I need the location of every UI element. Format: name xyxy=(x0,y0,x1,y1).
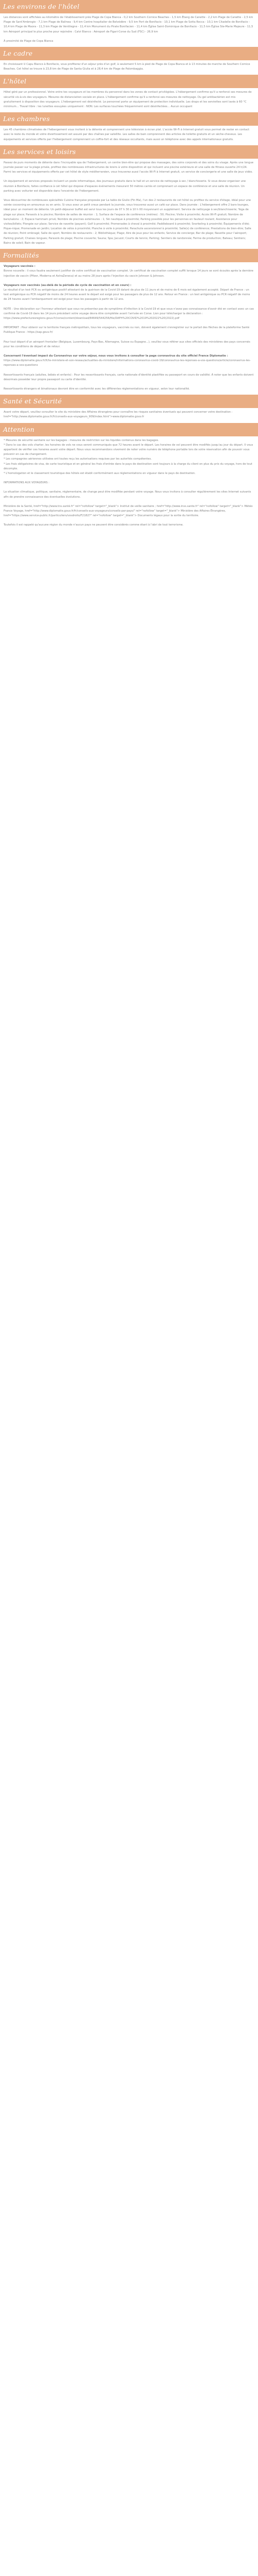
section-title: Les services et loisirs xyxy=(0,145,258,159)
formalites-concernant-text: https://www.diplomatie.gouv.fr/fr/le-ministere-et-son-reseau/actualites-du-ministere/informations-coronavirus-covid-19/coronavirus-les-reponses-a-vos-questions/article/coronavirus-les-reponses-a-vos-questions xyxy=(4,359,251,367)
formalites-nota: NOTE : Une déclaration sur l'honneur attestant que vous ne présentez pas de symptôme d'infection à la Covid-19 et que vous n'avez pas connaissance d'avoir été en contact avec un cas confirmé de Covid-19 dans les 14 jours précédant votre voyage devra être complétée avant l'arrivée en Corse. Lien pour télécharger la déclaration : https://www.prefecturesregions.gouv.fr/corse/content/download/84649/544256/file/DAFH%20COVID%2019%202022%20(2022).pdf xyxy=(4,307,254,320)
section-title: L'hôtel xyxy=(0,75,258,88)
section-sante xyxy=(0,395,258,422)
section-cadre xyxy=(0,47,258,75)
formalites-important: IMPORTANT : Pour obtenir sur le territoire français métropolitain, tous les voyageurs, vaccinés ou non, doivent également s'enregistrer sur le portail des flèches de la plateforme Santé Publique France : https://sap.gouv.fr/ xyxy=(4,326,250,334)
attention-p1: * Mesures de sécurité sanitaire sur les bagages : mesures de restriction sur les liquides contenus dans les bagages. xyxy=(4,438,159,442)
section-services xyxy=(0,145,258,249)
section-title: Attention xyxy=(0,423,258,436)
formalites-etrangers: Ressortissants étrangers et binationaux devront être en conformité avec les différentes réglementations en vigueur, selon leur nationalité. xyxy=(4,387,190,391)
section-title: Les environs de l'hôtel xyxy=(0,0,258,13)
section-title: Le cadre xyxy=(0,47,258,60)
services-paragraph-1: Passez de purs moments de détente dans l'incroyable spa de l'hébergement, un centre bien-être qui propose des massages, des soins corporels et des soins du visage. Après une longue journée passer sur la plage privée, profitez des nombreuses infrastructures de loisirs à votre disposition et qui incluent une piscine extérieure et une salle de fitness ouverte 24 h/24. Parmi les services et équipements offerts par cet hôtel de style méditerranéen, vous trouverez aussi l'accès Wi-Fi à Internet gratuit, un service de conciergerie et une salle de jeux vidéo. xyxy=(4,161,254,174)
section-title: Les chambres xyxy=(0,112,258,126)
formalites-non-vaccines-label: Voyageurs non vaccinés (au-delà de la période de cycle de vaccination et en cours) : xyxy=(4,283,132,287)
page xyxy=(0,0,258,531)
environs-note: À proximité de Plage de Copa Bianca xyxy=(4,39,53,43)
formalites-non-vaccines-text: Le résultat d'un test PCR ou antigénique positif attestant de la guérison de la Covid-19 datant de plus de 11 jours et de moins de 6 mois est également accepté. Départ de France : un test antigénique ou PCR négatif de moins de 24 heures avant le départ est exigé pour les passagers de plus de 12 ans. Retour en France : un test antigénique ou PCR négatif de moins de 24 heures avant l'embarquement est exigé pour tous les passagers à partir de 12 ans. xyxy=(4,288,250,301)
section-attention xyxy=(0,423,258,531)
section-title: Santé et Sécurité xyxy=(0,395,258,408)
services-paragraph-3: Vous découvrirez de nombreuses spécialités Cuisine française proposée par La table de Giulio (Fin Ma), l'un des 2 restaurants de cet hôtel ou profitez du service d'étage, idéal pour une soirée cocooning en amoureux ou en amis. Si vous avez un petit creux pendant la journée, vous trouverez aussi un café sur place. Dans journée : L'hébergement offre 2 bars-lounges, idéal pour un moment de détente. Un petit-déjeuner buffet est servi tous les jours de 07 h 30 à 10 h 00 moyennant un supplément. Service de nettoyage à sec/blanchisserie; Yoga de plage sur place; Parasols à la piscine; Nombre de salles de réunion : 1; Surface de l'espace de conférence (mètres) : 50; Piscine; Visite à proximité; Accès Wi-Fi gratuit; Nombre de bars/salons : 2; Espace hammam privé; Nombre de piscines extérieures : 1; Ski nautique à proximité; Parking possible pour les personnes en fauteuil roulant; Assistance pour visites/billets; Plongée sur place; Service de navette (payant); Golf à proximité; Promenades à cheval à proximité; Paddleboard à proximité; Snorkeling à proximité; Équipements d'été; Pique-nique; Promenade en jardin; Location de vélos à proximité; Planche à voile à proximité; Parachute ascensionnel à proximité; Salle(s) de conférence; Prestations de bien-être; Salle de réunion; Point ombragé; Salle de sport; Nombre de restaurants : 2; Bibliothèque; Plage; Aire de jeux pour les enfants; Service de concierge; Bar de plage; Navette pour l'aéroport; Parking gratuit; Chaises longues; Parasols de plage; Piscine couverte; Sauna; Spa; Jacuzzi; Courts de tennis; Parking; Sentiers de randonnée; Ferme de production; Bateau; Sentiers; Bains de soleil; Bain de vapeur. xyxy=(4,199,251,245)
sante-text: Avant votre départ, veuillez consulter le site du ministère des Affaires étrangères pour connaître les risques sanitaires éventuels qui peuvent concerner votre destination : href="http://www.diplomatie.gouv.fr/fr/conseils-aux-voyageurs_909/index.html">www.diplomatie.gouv.fr xyxy=(4,411,233,419)
section-chambres xyxy=(0,112,258,145)
attention-final: Toutefois il est rappelé qu'aucune région du monde n'aucun pays ne peuvent être considérés comme étant à l'abri de tout terrorisme. xyxy=(4,523,184,527)
hotel-paragraph: Hôtel géré par un professionnel. Votre entre tes voyageurs et les membres du personnel dans les zones de contact privilégiées. L'hébergement confirme qu'il a renforcé ses mesures de sécurité vis-à-vis des voyageurs. Mesures de distanciation sociale en place. L'hébergement confirme qu'il a renforcé ses mesures de nettoyage. Du gel antibactérien est mis gratuitement à disposition des voyageurs. L'hébergement est désinfecté. Le personnel porte un équipement de protection individuelle. Les draps et les serviettes sont lavés à 60 °C minimum... Travail libre : les lunettes essuyées uniquement : NON. Les surfaces touchées fréquemment sont désinfectées... Aucun occupant xyxy=(4,91,252,109)
formalites-vaccines-text: Bonne nouvelle : il vous faudra seulement justifier de votre certificat de vaccination complet. Un certificat de vaccination complet suffit lorsque 14 jours se sont écoulés après la dernière injection de vaccin (Pfizer, Moderna et AstraZeneca) et au moins 28 jours après l'injection du vaccin Johnson & Johnson. xyxy=(4,269,253,278)
formalites-voyageurs-vaccines-label: Voyageurs vaccinés : xyxy=(4,265,36,268)
formalites-concernant-label: Concernant l'éventuel impact du Coronavirus sur votre séjour, nous vous invitons à consulter la page coronavirus du site officiel France Diplomatie : xyxy=(4,354,228,358)
attention-p3: * Les compagnies aériennes utilisées ont toutes reçu les autorisations requises par les autorités compétentes. xyxy=(4,457,152,461)
formalites-retour: Pour tout départ d'un aéroport frontalier (Belgique, Luxembourg, Pays-Bas, Allemagne, Suisse ou Espagne...), veuillez vous référer aux sites officiels des ministères des pays concernés pour les conditions de départ et de retour. xyxy=(4,340,250,348)
attention-p4: * Les frais obligatoires de visa, de carte touristique et en général les frais d'entrée dans le pays de destination sont toujours à la charge du client en plus du prix du voyage, hors de tout décompte. xyxy=(4,462,252,470)
attention-p5: * L'homologation et le classement touristique des hôtels est établi conformément aux réglementations en vigueur dans le pays de destination. xyxy=(4,471,196,475)
section-title: Formalités xyxy=(0,249,258,262)
attention-info-title: INFORMATIONS AUX VOYAGEURS : xyxy=(4,481,50,485)
services-paragraph-2: Un équipement et services proposés incluent un poste informatique, des journaux gratuits dans le hall et un service de nettoyage à sec / blanchisserie. Si vous devez organiser une réunion à Bonifacio, faites confiance à cet hôtel qui dispose d'espaces événements mesurant 50 mètres carrés et comprenant un espace de conférence et une salle de réunion. Un parking avec voiturier est disponible dans l'enceinte de l'hébergement. xyxy=(4,180,246,193)
environs-paragraph: Les distances sont affichées au kilomètre de l'établissement près Plage de Copa Bianca - 0,2 km Southern Cornice Beaches - 1,5 km Étang de Canette - 2,2 km Plage de Canette - 2,5 km Plage de Sant'Ambrogio - 7,1 km Plage de Balinea - 9,4 km Centre hospitalier de Belvédère - 9,5 km Port de Bonifacio - 10,1 km Plage de Sotta Rocca - 10,1 km Citadelle de Bonifacio - 10,4 km Plage de Maora - 11,3 km Plage de Ventilegne - 11,4 km Monument du Pirate Bonifacien - 11,4 km Église Saint-Dominique de Bonifacio - 11,5 km Église Ste-Marie Majeure - 11,5 km Aéroport principal le plus proche pour rejoindre : Calvi Bianco : Aéroport de Figari-Corse du Sud (FSC) - 26,9 km xyxy=(4,16,253,33)
attention-situation: La situation climatique, politique, sanitaire, réglementaire, de change peut être modifiée pendant votre voyage. Nous vous invitons à consulter régulièrement les sites Internet suivants afin de prendre connaissance des éventuelles évolutions. xyxy=(4,490,251,499)
chambres-paragraph: Les 45 chambres climatisées de l'hébergement vous invitent à la détente et comprennent une télévision à écran plat. L'accès Wi-Fi à Internet gratuit vous permet de rester en contact avec le reste du monde et votre divertissement est assuré par des chaînes par satellite. Les salles de bain comprennent des articles de toilette gratuits et un sèche-cheveux. Les équipements et services offerts par l'hébergement comprennent un coffre-fort et des réseaux occultants, mais aussi un téléphone avec des appels internationaux gratuits. xyxy=(4,128,250,141)
section-formalites xyxy=(0,249,258,395)
attention-p2: * Dans le cas des vols charter, les horaires de vols ne vous seront communiqués que 72 heures avant le départ. Les horaires de vol peuvent être modifiés jusqu'au jour du départ. Il vous appartient de vérifier ces horaires avant votre départ. Nous vous recommandons vivement de noter votre numéro de téléphone portable lors de votre réservation afin de pouvoir vous prévenir en cas de changement. xyxy=(4,443,253,456)
formalites-francais: Ressortissants français (adultes, bébés et enfants) : Pour les ressortissants français, carte nationale d'identité plastifiée ou passeport en cours de validité. À noter que les enfants doivent désormais posséder leur propre passeport ou carte d'identité. xyxy=(4,373,254,381)
section-hotel xyxy=(0,75,258,112)
attention-ministere: Ministère de la Santé, href="http://www.tns.santé.fr" rel="nofollow" target="_blank"> Institut de veille sanitaire ; href="http://www.invs.sante.fr" rel="nofollow" target="_blank"> Météo France Voyage, href="http://www.diplomatie.gouv.fr/fr/conseils-aux-voyageurs/conseils-par-pays/" rel="nofollow" target="_blank"> Ministère des Affaires Étrangères, href="https://www.service-public.fr/particuliers/vosdroits/F21827" rel="nofollow" target="_blank"> Documents légaux pour la sortie du territoire. xyxy=(4,504,253,518)
section-environs xyxy=(0,0,258,47)
cadre-paragraph: En choisissant U Capu Bianco à Bonifacio, vous profiterez d'un séjour près d'un golf, à seulement 5 km à pied de Plage de Copa Bianca et à 13 minutes de marche de Southern Cornice Beaches. Cet hôtel se trouve à 23,8 km de Plage de Santa Giulia et à 28,4 km de Plage de Palombaggia. xyxy=(4,63,250,71)
